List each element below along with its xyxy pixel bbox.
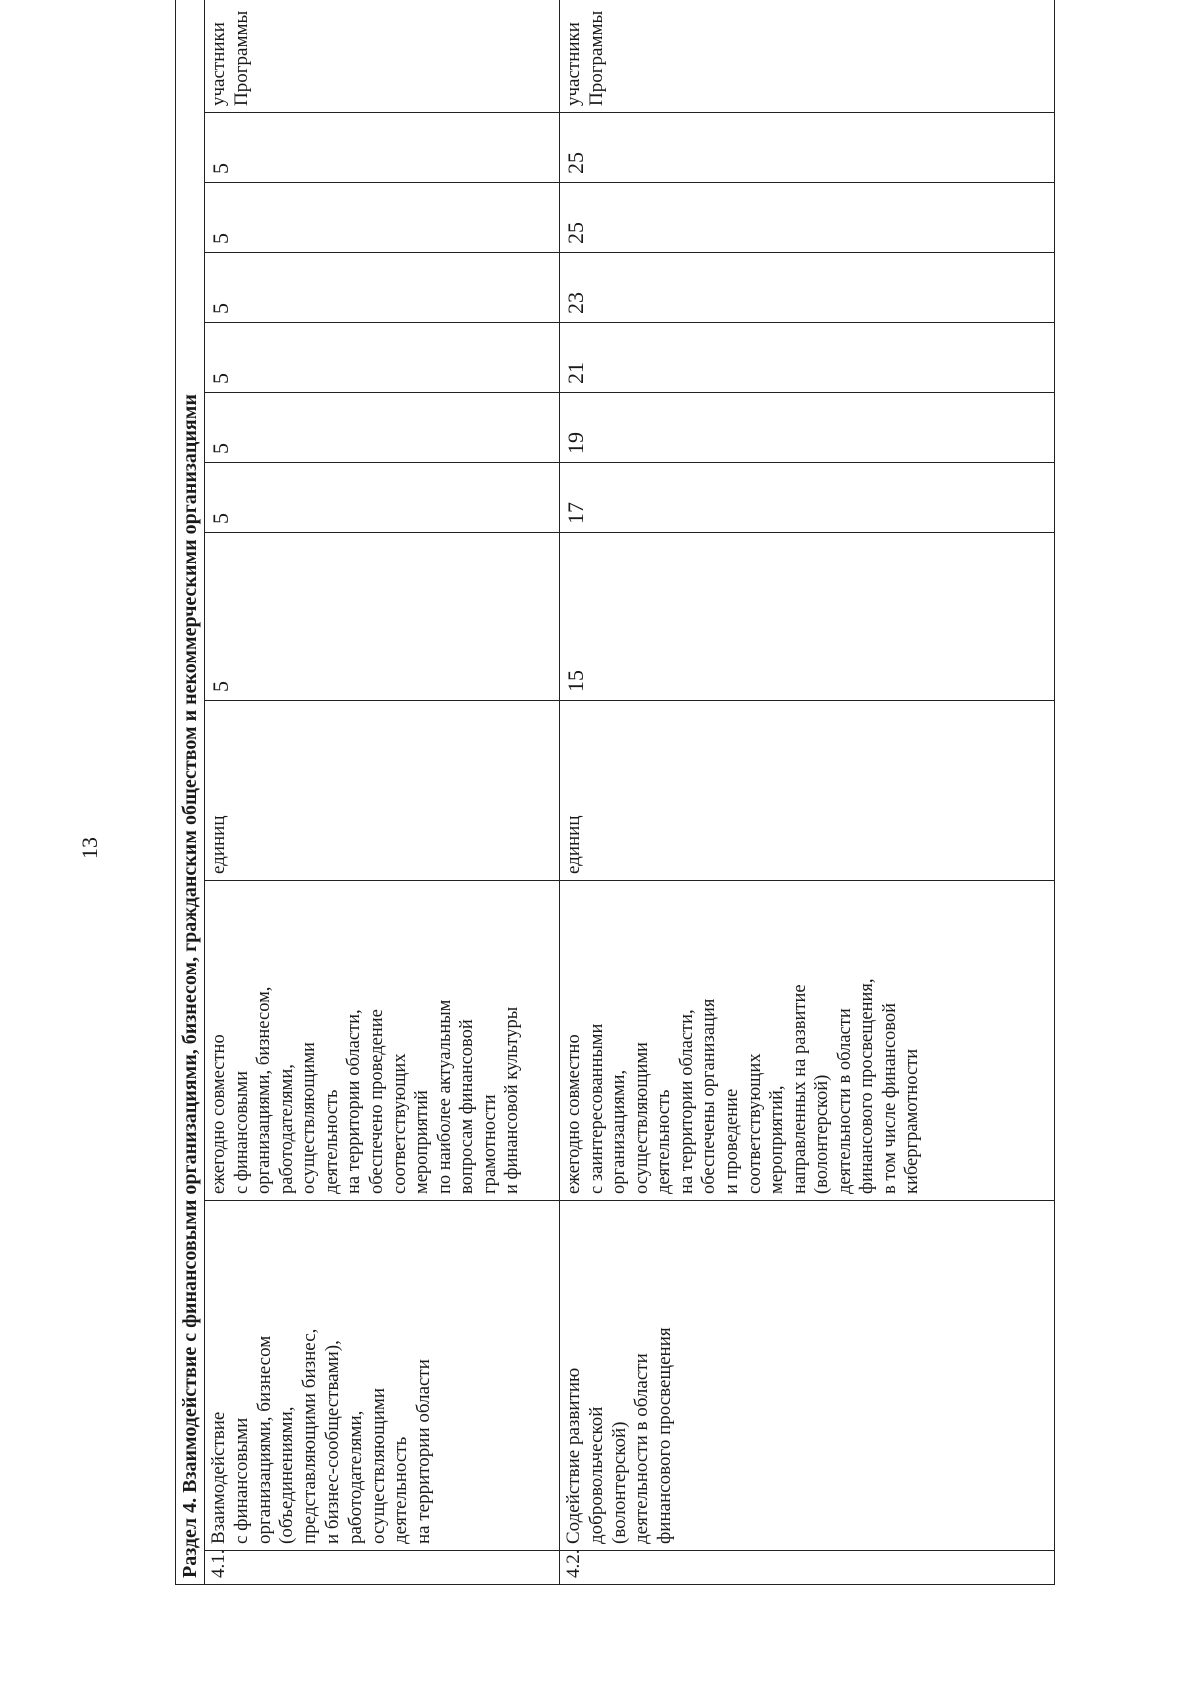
value-cell: 5: [205, 253, 560, 323]
rotated-table-sheet: [175, 10, 1055, 1585]
unit-cell: единиц: [205, 701, 560, 881]
value-cell: 15: [560, 533, 1055, 701]
indicator-cell: ежегодно совместно с финансовыми организациями, бизнесом, работодателями, осуществляющими деятельность на территории области, обеспечено проведение соответствующих мероприятий по наиболее актуальным вопросам финансовой грамотности и финансовой культуры: [205, 881, 560, 1201]
measure-name-cell: Содействие развитию добровольческой (волонтерской) деятельности в области финансового просвещения: [560, 1201, 1055, 1551]
value-cell: 19: [560, 393, 1055, 463]
table-row: [560, 0, 1055, 1585]
value-cell: 5: [205, 113, 560, 183]
value-cell: 5: [205, 463, 560, 533]
executor-cell: участники Программы: [560, 0, 1055, 113]
value-cell: 25: [560, 113, 1055, 183]
measure-name-cell: Взаимодействие с финансовыми организациями, бизнесом (объединениями, представляющими бизнес, и бизнес-сообществами), работодателями, осуществляющими деятельность на территории области: [205, 1201, 560, 1551]
table-row: [205, 0, 560, 1585]
section-4-table: [175, 0, 1055, 1585]
executor-cell: участники Программы: [205, 0, 560, 113]
value-cell: 25: [560, 183, 1055, 253]
value-cell: 17: [560, 463, 1055, 533]
indicator-cell: ежегодно совместно с заинтересованными организациями, осуществляющими деятельность на территории области, обеспечены организация и проведение соответствующих мероприятий, направленных на развитие (волонтерской) деятельности в области финансового просвещения, в том числе финансовой киберграмотности: [560, 881, 1055, 1201]
row-number: 4.1.: [205, 1551, 560, 1585]
value-cell: 5: [205, 533, 560, 701]
value-cell: 5: [205, 393, 560, 463]
value-cell: 21: [560, 323, 1055, 393]
section-title: Раздел 4. Взаимодействие с финансовыми организациями, бизнесом, гражданским обществом и некоммерческими организациями: [176, 0, 205, 1585]
page-number: 13: [77, 837, 102, 859]
value-cell: 23: [560, 253, 1055, 323]
unit-cell: единиц: [560, 701, 1055, 881]
section-header-row: [176, 0, 205, 1585]
value-cell: 5: [205, 183, 560, 253]
value-cell: 5: [205, 323, 560, 393]
row-number: 4.2.: [560, 1551, 1055, 1585]
